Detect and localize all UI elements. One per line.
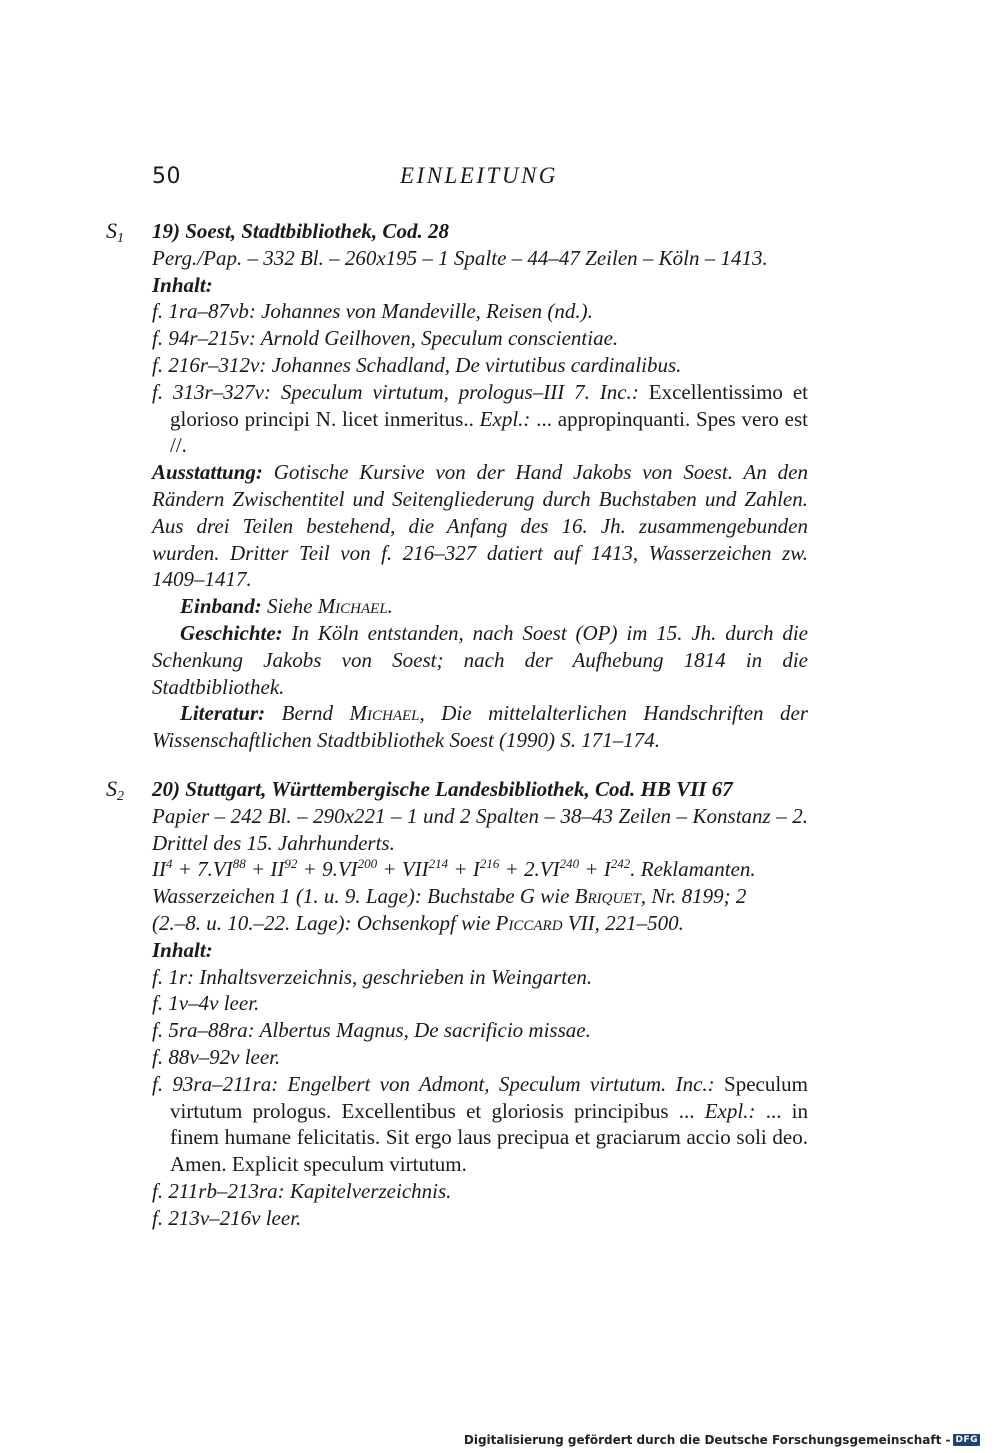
content-item: f. 1r: Inhaltsverzeichnis, geschrieben in Weingarten.: [152, 964, 593, 989]
siglum: [106, 218, 124, 253]
wasserzeichen-text: Wasserzeichen 1 (1. u. 9. Lage): Buchstabe G wie: [152, 884, 570, 909]
siglum-index: 1: [117, 231, 124, 246]
inc-label: Inc.:: [675, 1071, 715, 1096]
literatur-author: Michael,: [349, 701, 425, 726]
expl-label: Expl.:: [479, 406, 531, 431]
siglum-letter: S: [106, 776, 117, 801]
incipit: Excellentissimo et glorioso principi N. licet inmeritus..: [170, 379, 808, 431]
lagen-sup: 92: [284, 856, 298, 872]
geschichte-paragraph: [152, 620, 808, 700]
content-item: f. 94r–215v: Arnold Geilhoven, Speculum conscientiae.: [152, 326, 619, 351]
einband-label: Einband:: [180, 594, 262, 619]
content-item: f. 211rb–213ra: Kapitelverzeichnis.: [152, 1178, 452, 1203]
wasserzeichen-text: Nr. 8199; 2: [651, 884, 747, 909]
literatur-text: Die mittelalterlichen Handschriften der Wissenschaftlichen Stadtbibliothek Soest (1990) S. 171–174.: [152, 701, 809, 753]
lagen-part: + 2.VI: [499, 857, 560, 882]
content-item: f. 213v–216v leer.: [152, 1205, 302, 1230]
lagen-sup: 88: [232, 856, 246, 872]
siglum-letter: S: [106, 218, 117, 243]
lagen-sup: 4: [166, 856, 173, 872]
content-item: f. 1v–4v leer.: [152, 991, 260, 1016]
wasserzeichen-text: VII, 221–500.: [567, 910, 684, 935]
literatur-label: Literatur:: [180, 701, 266, 726]
wasserzeichen-line: [152, 883, 808, 910]
running-head: EINLEITUNG: [400, 163, 558, 188]
footer-text: Digitalisierung gefördert durch die Deutsche Forschungsgemeinschaft -: [463, 1433, 951, 1447]
lagen-sup: 200: [357, 856, 378, 872]
content-item: f. 1ra–87vb: Johannes von Mandeville, Reisen (nd.).: [152, 299, 593, 324]
expl-label: Expl.:: [704, 1098, 756, 1123]
literatur-paragraph: [152, 700, 808, 754]
lagen-part: + 7.VI: [172, 857, 233, 882]
lagenformel: [152, 856, 808, 883]
inc-label: Inc.:: [599, 379, 639, 404]
ausstattung-label: Ausstattung:: [152, 460, 263, 485]
content-item: [152, 1071, 808, 1178]
content-locus: f. 93ra–211ra: Engelbert von Admont, Speculum virtutum.: [152, 1071, 667, 1096]
footer-credit: [464, 1433, 980, 1447]
lagen-part: . Reklamanten.: [630, 857, 756, 882]
ausstattung-paragraph: [152, 459, 808, 593]
einband-author: Michael.: [317, 594, 393, 619]
geschichte-text: In Köln entstanden, nach Soest (OP) im 15. Jh. durch die Schenkung Jakobs von Soest; nach der Aufhebung 1814 in die Stadtbibliothek.: [152, 620, 808, 699]
lagen-part: + I: [448, 857, 480, 882]
lagen-part: + VII: [377, 857, 429, 882]
siglum-index: 2: [117, 789, 124, 804]
wasserzeichen-line: [152, 910, 808, 937]
explicit: ... appropinquanti. Spes vero est //.: [170, 406, 808, 458]
siglum: [106, 776, 124, 811]
content-item: [152, 379, 808, 459]
physical-description: Papier – 242 Bl. – 290x221 – 1 und 2 Spalten – 38–43 Zeilen – Konstanz – 2. Drittel des 15. Jahrhunderts.: [152, 803, 808, 855]
wasserzeichen-text: (2.–8. u. 10.–22. Lage): Ochsenkopf wie: [152, 910, 491, 935]
lagen-part: II: [152, 857, 166, 882]
inhalt-label: Inhalt:: [152, 937, 213, 962]
lagen-part: + 9.VI: [297, 857, 358, 882]
geschichte-label: Geschichte:: [180, 620, 283, 645]
lagen-sup: 216: [479, 856, 500, 872]
incipit: Speculum virtutum prologus. Excellentibus et gloriosis principibus ...: [170, 1071, 809, 1123]
content-item: f. 216r–312v: Johannes Schadland, De virtutibus cardinalibus.: [152, 352, 682, 377]
entry-title: 20) Stuttgart, Württembergische Landesbibliothek, Cod. HB VII 67: [152, 777, 733, 801]
ausstattung-text: Gotische Kursive von der Hand Jakobs von Soest. An den Rändern Zwischentitel und Seitengliederung durch Buchstaben und Zahlen. Aus drei Teilen bestehend, die Anfang des 16. Jh. zusammengebunden wurden. Dritter Teil von f. 216–327 datiert auf 1413, Wasserzeichen zw. 1409–1417.: [152, 460, 809, 592]
content-locus: f. 313r–327v: Speculum virtutum, prologus–III 7.: [152, 379, 590, 404]
content-item: f. 5ra–88ra: Albertus Magnus, De sacrificio missae.: [152, 1018, 591, 1043]
lagen-part: + II: [245, 857, 285, 882]
inhalt-label: Inhalt:: [152, 272, 213, 297]
einband-text: Siehe: [266, 594, 313, 619]
lagen-sup: 242: [610, 856, 631, 872]
content-item: f. 88v–92v leer.: [152, 1044, 281, 1069]
dfg-logo: DFG: [955, 1435, 978, 1445]
wasserzeichen-author: Piccard: [495, 910, 563, 935]
einband-paragraph: [152, 593, 808, 620]
lagen-sup: 240: [559, 856, 580, 872]
lagen-sup: 214: [428, 856, 449, 872]
wasserzeichen-author: Briquet,: [574, 884, 647, 909]
explicit: ... in finem humane felicitatis. Sit ergo laus precipua et graciarum accio soli deo. Amen. Explicit speculum virtutum.: [170, 1098, 808, 1177]
page-number: 50: [152, 164, 181, 189]
entry-title: 19) Soest, Stadtbibliothek, Cod. 28: [152, 219, 449, 243]
physical-description: Perg./Pap. – 332 Bl. – 260x195 – 1 Spalte – 44–47 Zeilen – Köln – 1413.: [152, 245, 768, 270]
lagen-part: + I: [579, 857, 611, 882]
literatur-pre: Bernd: [281, 701, 333, 726]
